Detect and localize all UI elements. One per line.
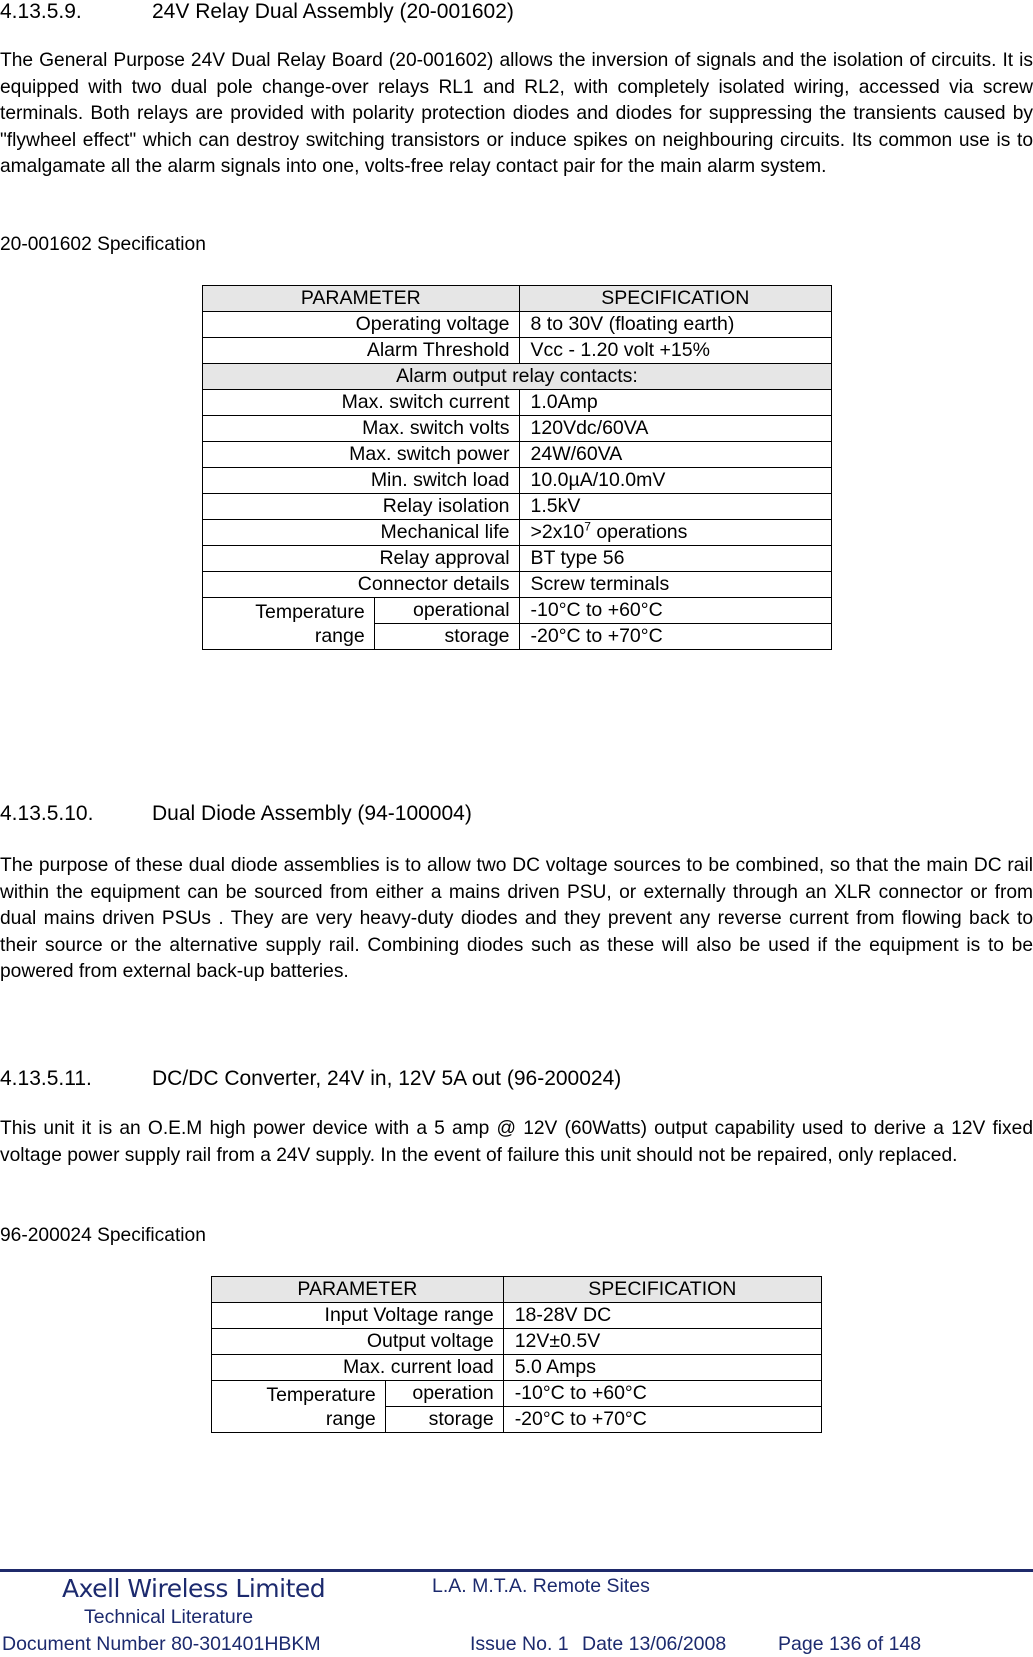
mech-life-base: >2x10 — [530, 521, 585, 543]
temp-label-line1: Temperature — [266, 1383, 376, 1406]
temp-label-line2: range — [314, 624, 365, 647]
param-cell: Alarm Threshold — [203, 338, 520, 364]
section-number: 4.13.5.11. — [0, 1067, 92, 1090]
section-paragraph-diode: The purpose of these dual diode assemblies is to allow two DC voltage sources to be combined, so that the main DC rail within the equipment can be sourced from either a mains driven PSU, or externally through an XLR connector or from dual mains driven PSUs . They are very heavy-duty diodes and they prevent any reverse current from flowing back to their source or the alternative supply rail. Combining diodes such as these will also be used if the equipment is to be powered from external back-up batteries. — [0, 855, 1033, 983]
spec-cell: BT type 56 — [519, 546, 831, 572]
spec-label-relay: 20-001602 Specification — [0, 234, 206, 255]
table-row — [203, 520, 832, 546]
param-cell: Max. switch power — [203, 442, 520, 468]
table-row — [203, 546, 832, 572]
table-row — [212, 1329, 822, 1355]
spec-cell: Vcc - 1.20 volt +15% — [519, 338, 831, 364]
spec-cell: 120Vdc/60VA — [519, 416, 831, 442]
param-cell: Connector details — [203, 572, 520, 598]
spec-cell — [519, 520, 831, 546]
section-heading-diode — [0, 802, 472, 826]
technical-literature-label: Technical Literature — [84, 1606, 254, 1628]
table-row — [212, 1355, 822, 1381]
section-number: 4.13.5.9. — [0, 0, 82, 23]
section-title: Dual Diode Assembly (94-100004) — [152, 802, 472, 825]
section-paragraph-relay: The General Purpose 24V Dual Relay Board (20-001602) allows the inversion of signals and the isolation of circuits. It is equipped with two dual pole change-over relays RL1 and RL2, with completely isolated wiring, accessed via screw terminals. Both relays are provided with polarity protection diodes and diodes for suppressing the transients caused by "flywheel effect" which can destroy switching transistors or induce spikes on neighbouring circuits. Its common use is to amalgamate all the alarm signals into one, volts-free relay contact pair for the main alarm system. — [0, 50, 1033, 178]
spec-cell: 8 to 30V (floating earth) — [519, 312, 831, 338]
param-cell: Mechanical life — [203, 520, 520, 546]
spec-cell: -10°C to +60°C — [519, 598, 831, 624]
param-cell: Operating voltage — [203, 312, 520, 338]
spec-cell: 12V±0.5V — [503, 1329, 821, 1355]
spec-cell: 24W/60VA — [519, 442, 831, 468]
table-row — [203, 494, 832, 520]
section-paragraph-converter: This unit it is an O.E.M high power device with a 5 amp @ 12V (60Watts) output capability used to derive a 12V fixed voltage power supply rail from a 24V supply. In the event of failure this unit should not be repaired, only replaced. — [0, 1118, 1033, 1166]
issue-date: Date 13/06/2008 — [582, 1633, 727, 1655]
spec-cell: 10.0µA/10.0mV — [519, 468, 831, 494]
section-number: 4.13.5.10. — [0, 802, 94, 825]
table-row — [203, 442, 832, 468]
temp-label-line2: range — [325, 1407, 376, 1430]
mech-life-exponent: 7 — [584, 519, 591, 534]
table-row — [203, 390, 832, 416]
page-number: Page 136 of 148 — [778, 1633, 922, 1655]
header-specification: SPECIFICATION — [503, 1277, 821, 1303]
document-subtitle: L.A. M.T.A. Remote Sites — [432, 1575, 650, 1597]
section-heading-converter — [0, 1067, 621, 1091]
param-cell: operational — [374, 598, 519, 624]
param-cell: Max. switch current — [203, 390, 520, 416]
spec-table-relay — [202, 285, 832, 650]
spec-table-converter — [211, 1276, 822, 1433]
subheader-cell: Alarm output relay contacts: — [203, 364, 832, 390]
spec-cell: -20°C to +70°C — [503, 1407, 821, 1433]
header-parameter: PARAMETER — [212, 1277, 504, 1303]
temp-label-line1: Temperature — [255, 600, 365, 623]
param-cell: storage — [385, 1407, 503, 1433]
param-cell: Min. switch load — [203, 468, 520, 494]
spec-cell: 1.0Amp — [519, 390, 831, 416]
table-row — [203, 598, 832, 624]
table-row — [203, 312, 832, 338]
temperature-range-cell — [212, 1381, 386, 1433]
param-cell: Relay approval — [203, 546, 520, 572]
spec-cell: -20°C to +70°C — [519, 624, 831, 650]
param-cell: Relay isolation — [203, 494, 520, 520]
temperature-range-cell — [203, 598, 375, 650]
spec-cell: 1.5kV — [519, 494, 831, 520]
section-heading-relay — [0, 0, 514, 24]
param-cell: Max. current load — [212, 1355, 504, 1381]
param-cell: storage — [374, 624, 519, 650]
table-row — [203, 468, 832, 494]
company-name: Axell Wireless Limited — [62, 1574, 326, 1603]
table-row — [212, 1303, 822, 1329]
table-header-row — [212, 1277, 822, 1303]
table-row — [203, 572, 832, 598]
footer-divider — [0, 1569, 1033, 1572]
spec-cell: -10°C to +60°C — [503, 1381, 821, 1407]
table-row — [203, 338, 832, 364]
header-specification: SPECIFICATION — [519, 286, 831, 312]
table-header-row — [203, 286, 832, 312]
table-subheader-row — [203, 364, 832, 390]
header-parameter: PARAMETER — [203, 286, 520, 312]
section-title: 24V Relay Dual Assembly (20-001602) — [152, 0, 514, 23]
document-number: Document Number 80-301401HBKM — [2, 1633, 321, 1655]
mech-life-unit: operations — [590, 521, 688, 543]
param-cell: Output voltage — [212, 1329, 504, 1355]
table-row — [203, 416, 832, 442]
spec-cell: Screw terminals — [519, 572, 831, 598]
param-cell: Max. switch volts — [203, 416, 520, 442]
issue-number: Issue No. 1 — [470, 1633, 569, 1655]
spec-cell: 5.0 Amps — [503, 1355, 821, 1381]
param-cell: Input Voltage range — [212, 1303, 504, 1329]
section-title: DC/DC Converter, 24V in, 12V 5A out (96-200024) — [152, 1067, 622, 1090]
spec-label-converter: 96-200024 Specification — [0, 1225, 206, 1246]
param-cell: operation — [385, 1381, 503, 1407]
spec-cell: 18-28V DC — [503, 1303, 821, 1329]
table-row — [212, 1381, 822, 1407]
